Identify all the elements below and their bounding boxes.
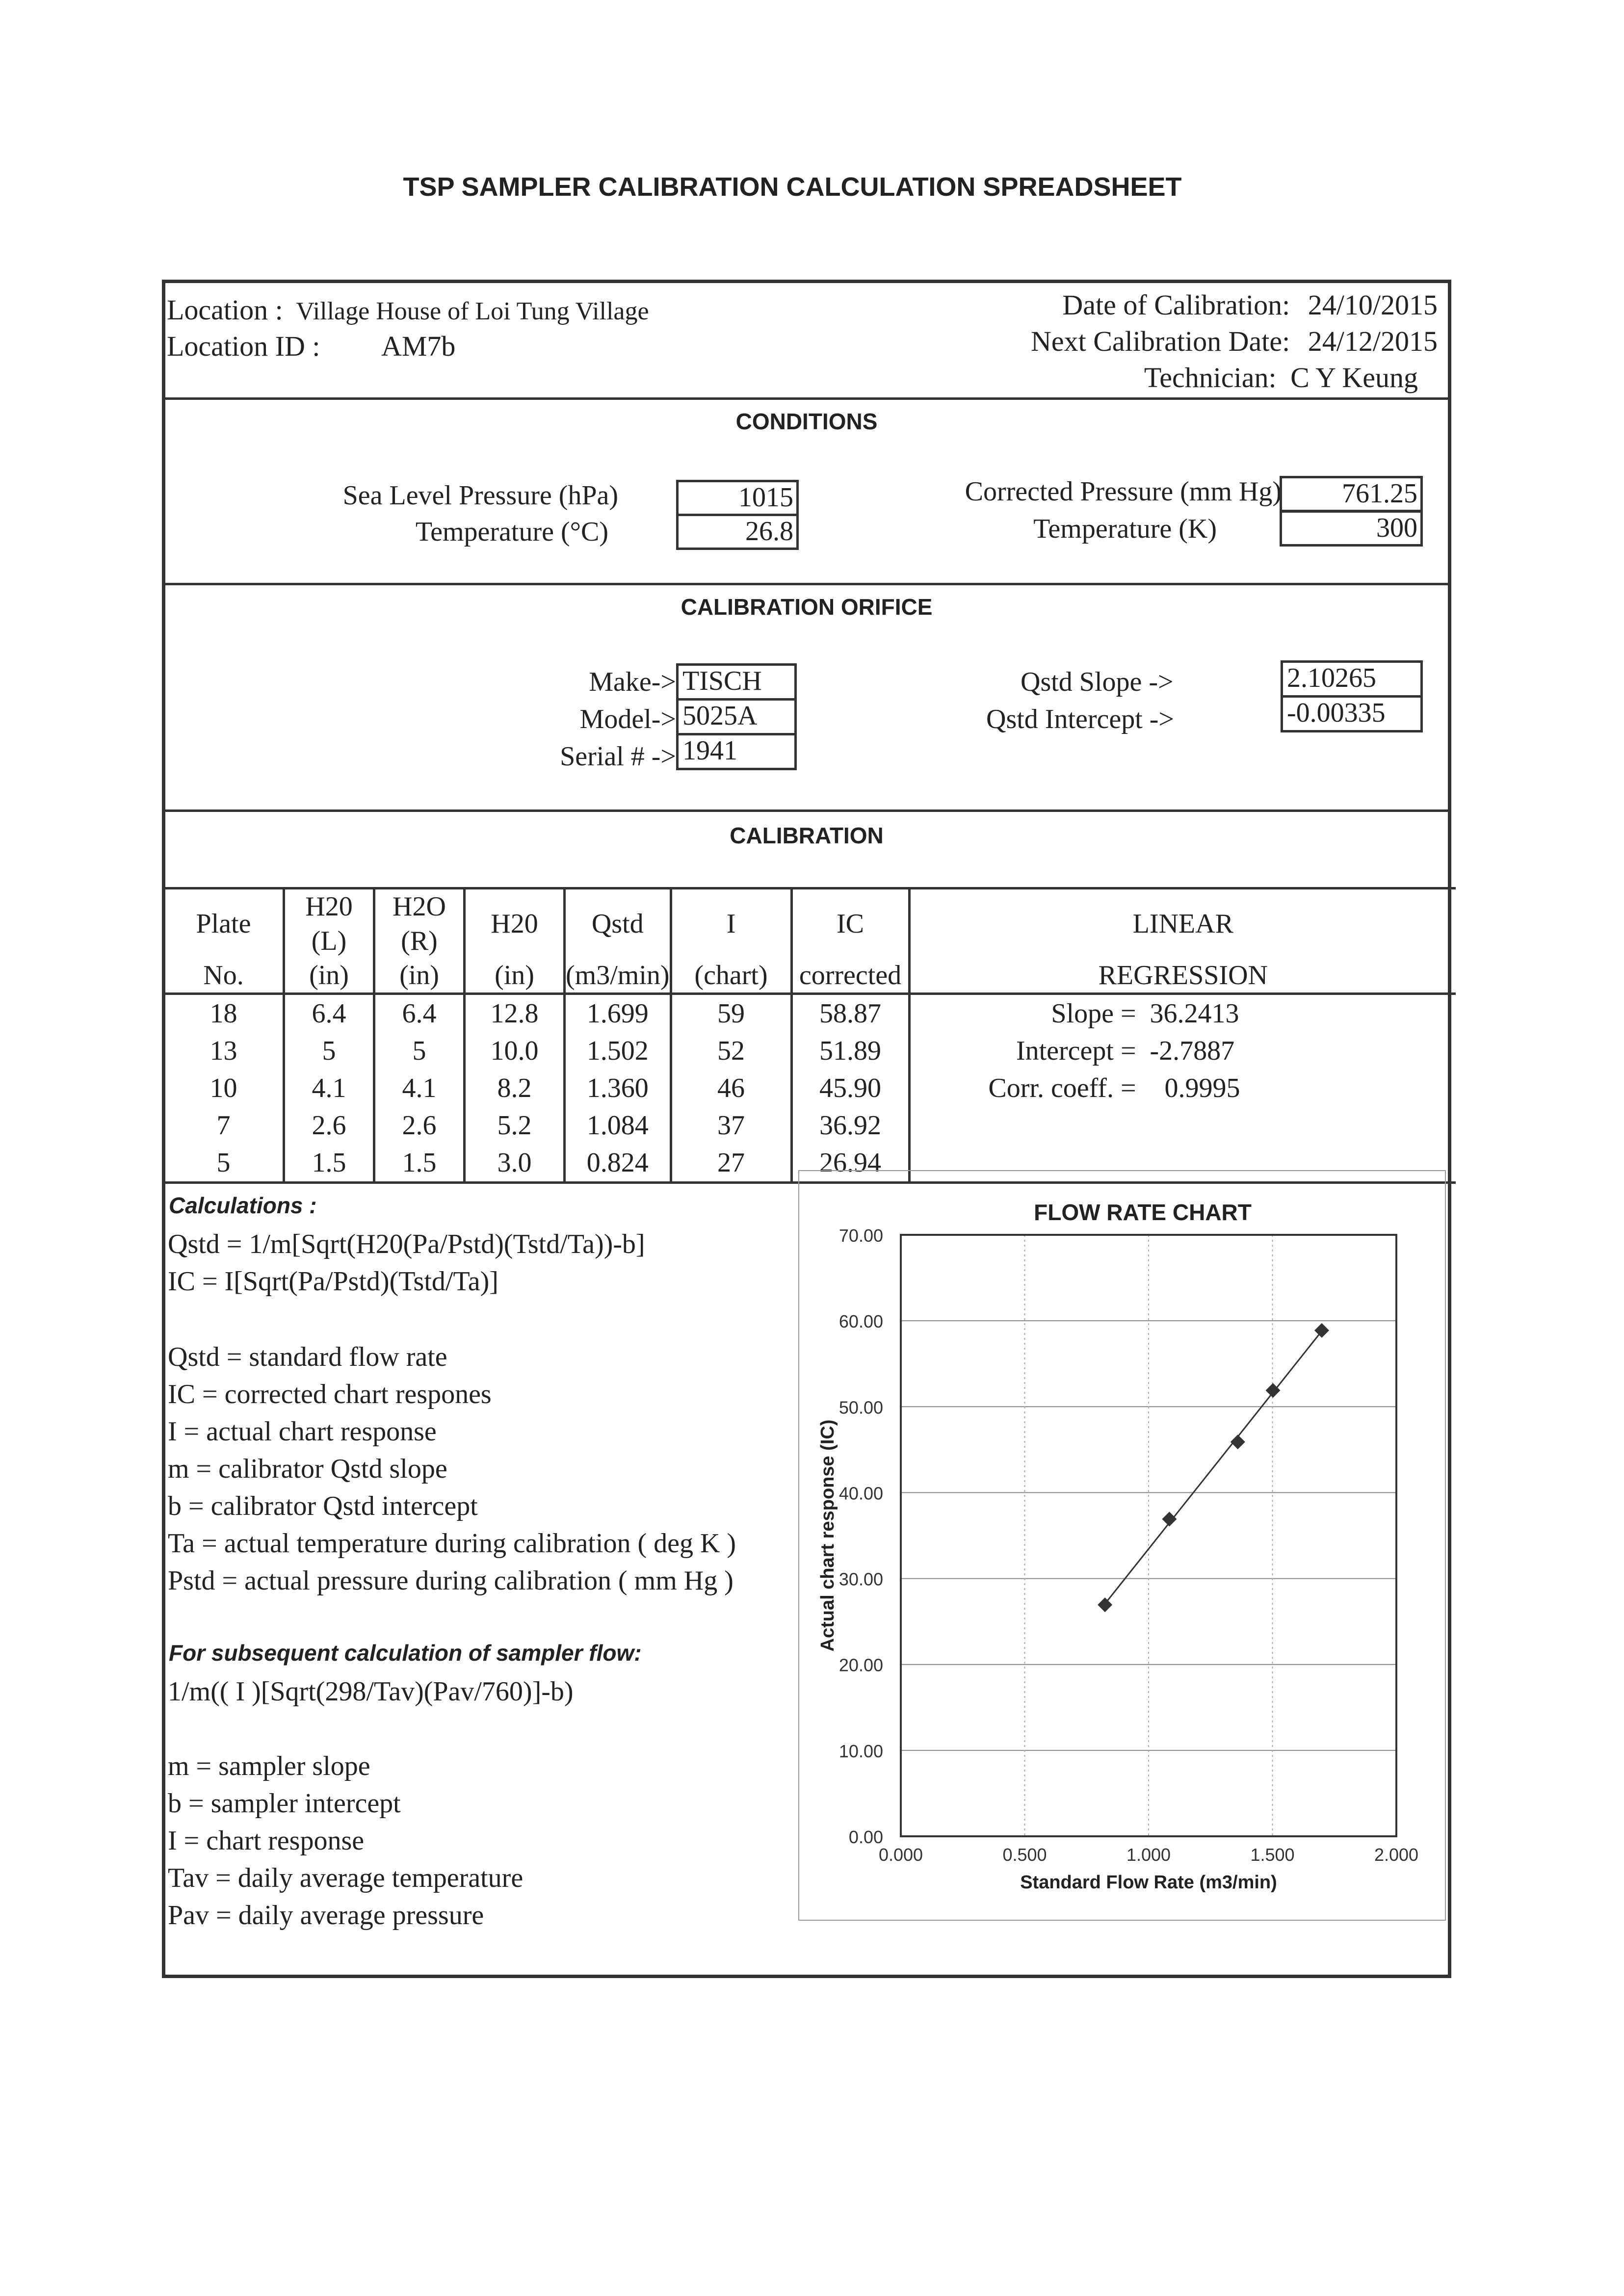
y-tick-label: 70.00: [838, 1226, 883, 1246]
table-cell: 26.94: [791, 1144, 909, 1183]
y-tick-label: 60.00: [838, 1311, 883, 1332]
definition-line: IC = corrected chart respones: [168, 1379, 492, 1409]
header-h20: H20: [465, 888, 565, 959]
definition-line: Pav = daily average pressure: [168, 1900, 484, 1931]
table-cell: 2.6: [284, 1107, 374, 1144]
corrected-pressure-label: Corrected Pressure (mm Hg): [965, 476, 1282, 507]
definition-line: Ta = actual temperature during calibration ( deg K ): [168, 1528, 736, 1559]
definition-line: m = sampler slope: [168, 1751, 370, 1781]
definition-line: Qstd = standard flow rate: [168, 1342, 447, 1372]
table-cell: 5: [163, 1144, 284, 1183]
orifice-heading: CALIBRATION ORIFICE: [681, 594, 933, 620]
table-cell: 36.92: [791, 1107, 909, 1144]
location-value: Village House of Loi Tung Village: [296, 297, 649, 325]
table-cell: 52: [671, 1032, 791, 1070]
y-axis-label: Actual chart response (IC): [817, 1419, 838, 1652]
table-cell: 6.4: [284, 994, 374, 1033]
table-cell: 5: [374, 1032, 465, 1070]
definition-line: I = chart response: [168, 1826, 365, 1856]
y-tick-label: 0.00: [848, 1827, 883, 1847]
table-cell: 8.2: [465, 1070, 565, 1107]
subsequent-formula: 1/m(( I )[Sqrt(298/Tav)(Pav/760)]-b): [168, 1676, 574, 1707]
formula-line: IC = I[Sqrt(Pa/Pstd)(Tstd/Ta)]: [168, 1266, 498, 1297]
subsequent-heading: For subsequent calculation of sampler flow:: [169, 1640, 642, 1666]
corrected-pressure-value: 761.25: [1280, 476, 1423, 512]
table-cell: 10: [163, 1070, 284, 1107]
table-row: [163, 994, 1456, 1033]
divider: [162, 583, 1451, 585]
x-tick-label: 1.500: [1250, 1845, 1295, 1865]
header-unit: (in): [284, 958, 374, 994]
table-cell: 5.2: [465, 1107, 565, 1144]
table-cell: 45.90: [791, 1070, 909, 1107]
location-row: [167, 293, 649, 326]
header-h20-left: H20 (L): [284, 888, 374, 959]
y-ticks: [839, 1226, 883, 1847]
definition-line: Tav = daily average temperature: [168, 1863, 524, 1893]
calculations-heading: Calculations :: [169, 1193, 317, 1218]
y-tick-label: 20.00: [838, 1655, 883, 1675]
table-header-row: [163, 888, 1456, 959]
table-cell: 27: [671, 1144, 791, 1183]
calibration-heading: CALIBRATION: [730, 823, 884, 848]
qstd-intercept-label: Qstd Intercept ->: [986, 704, 1175, 734]
sea-level-pressure-label: Sea Level Pressure (hPa): [342, 480, 618, 511]
model-value: 5025A: [676, 698, 797, 735]
table-cell: 46: [671, 1070, 791, 1107]
data-point: [1314, 1323, 1329, 1338]
x-ticks: [879, 1845, 1418, 1865]
x-tick-label: 0.500: [1002, 1845, 1047, 1865]
make-label: Make->: [589, 667, 676, 697]
serial-label: Serial # ->: [560, 741, 676, 772]
location-label: Location :: [167, 294, 283, 326]
table-cell: 10.0: [465, 1032, 565, 1070]
y-tick-label: 40.00: [838, 1483, 883, 1504]
regression-slope: Slope = 36.2413: [909, 994, 1456, 1033]
page-title: TSP SAMPLER CALIBRATION CALCULATION SPREADSHEET: [403, 172, 1182, 202]
chart-svg: [799, 1171, 1445, 1920]
table-header-row: [163, 958, 1456, 994]
definition-line: I = actual chart response: [168, 1416, 437, 1447]
table-cell: 1.084: [565, 1107, 671, 1144]
technician: Technician: C Y Keung: [1144, 362, 1418, 393]
divider: [162, 809, 1451, 812]
qstd-slope-label: Qstd Slope ->: [1021, 667, 1174, 697]
x-axis-label: Standard Flow Rate (m3/min): [1020, 1872, 1277, 1893]
table-cell: 1.360: [565, 1070, 671, 1107]
header-unit: (m3/min): [565, 958, 671, 994]
y-tick-label: 30.00: [838, 1569, 883, 1590]
definition-line: b = sampler intercept: [168, 1788, 401, 1819]
table-cell: 1.5: [374, 1144, 465, 1183]
regression-blank: [909, 1107, 1456, 1144]
table-cell: 2.6: [374, 1107, 465, 1144]
temperature-c-value: 26.8: [676, 514, 799, 550]
header-h2o-right: H2O (R): [374, 888, 465, 959]
x-tick-label: 1.000: [1126, 1845, 1171, 1865]
data-point: [1098, 1597, 1112, 1612]
conditions-heading: CONDITIONS: [735, 409, 878, 434]
table-cell: 37: [671, 1107, 791, 1144]
table-cell: 7: [163, 1107, 284, 1144]
table-cell: 3.0: [465, 1144, 565, 1183]
sampler-definitions: [168, 1748, 523, 1934]
qstd-slope-value: 2.10265: [1281, 660, 1423, 698]
calibration-table: [162, 887, 1456, 1184]
qstd-intercept-value: -0.00335: [1281, 695, 1423, 732]
regression-title-2: REGRESSION: [909, 958, 1456, 994]
header-plate: Plate: [163, 888, 284, 959]
table-cell: 59: [671, 994, 791, 1033]
y-tick-label: 50.00: [838, 1397, 883, 1418]
make-value: TISCH: [676, 663, 797, 701]
regression-title-1: LINEAR: [909, 888, 1456, 959]
x-tick-label: 0.000: [878, 1845, 923, 1865]
table-cell: 0.824: [565, 1144, 671, 1183]
definition-line: b = calibrator Qstd intercept: [168, 1491, 478, 1521]
trend-line: [1105, 1331, 1322, 1604]
date-of-calibration: Date of Calibration: 24/10/2015: [1062, 289, 1438, 321]
header-unit: No.: [163, 958, 284, 994]
table-cell: 4.1: [374, 1070, 465, 1107]
table-row: [163, 1070, 1456, 1107]
temperature-k-label: Temperature (K): [1033, 514, 1217, 544]
temperature-k-value: 300: [1280, 510, 1423, 547]
location-id-value: AM7b: [381, 330, 456, 362]
formula-block: [168, 1226, 645, 1300]
table-cell: 1.502: [565, 1032, 671, 1070]
header-qstd: Qstd: [565, 888, 671, 959]
location-id-row: [167, 330, 455, 363]
formula-line: Qstd = 1/m[Sqrt(H20(Pa/Pstd)(Tstd/Ta))-b]: [168, 1229, 645, 1259]
header-unit: corrected: [791, 958, 909, 994]
x-tick-label: 2.000: [1374, 1845, 1419, 1865]
header-unit: (in): [465, 958, 565, 994]
table-row: [163, 1032, 1456, 1070]
table-cell: 18: [163, 994, 284, 1033]
y-tick-label: 10.00: [838, 1741, 883, 1761]
table-cell: 12.8: [465, 994, 565, 1033]
definition-line: Pstd = actual pressure during calibration ( mm Hg ): [168, 1565, 733, 1596]
definition-line: m = calibrator Qstd slope: [168, 1454, 447, 1484]
model-label: Model->: [579, 704, 676, 734]
divider: [162, 397, 1451, 400]
header-i: I: [671, 888, 791, 959]
header-unit: (chart): [671, 958, 791, 994]
sea-level-pressure-value: 1015: [676, 480, 799, 516]
regression-corr: Corr. coeff. = 0.9995: [909, 1070, 1456, 1107]
temperature-c-label: Temperature (°C): [415, 517, 608, 547]
regression-intercept: Intercept = -2.7887: [909, 1032, 1456, 1070]
table-cell: 6.4: [374, 994, 465, 1033]
serial-value: 1941: [676, 733, 797, 770]
definitions-block: [168, 1338, 736, 1599]
table-cell: 4.1: [284, 1070, 374, 1107]
table-cell: 58.87: [791, 994, 909, 1033]
data-point: [1231, 1435, 1245, 1449]
table-cell: 1.5: [284, 1144, 374, 1183]
table-cell: 13: [163, 1032, 284, 1070]
table-cell: 51.89: [791, 1032, 909, 1070]
table-row: [163, 1107, 1456, 1144]
table-cell: 5: [284, 1032, 374, 1070]
data-point: [1162, 1512, 1177, 1526]
location-id-label: Location ID :: [167, 330, 320, 362]
chart-title: FLOW RATE CHART: [1034, 1200, 1252, 1225]
table-cell: 1.699: [565, 994, 671, 1033]
header-unit: (in): [374, 958, 465, 994]
header-ic: IC: [791, 888, 909, 959]
flow-rate-chart: [798, 1170, 1446, 1921]
next-calibration-date: Next Calibration Date: 24/12/2015: [1030, 325, 1438, 357]
